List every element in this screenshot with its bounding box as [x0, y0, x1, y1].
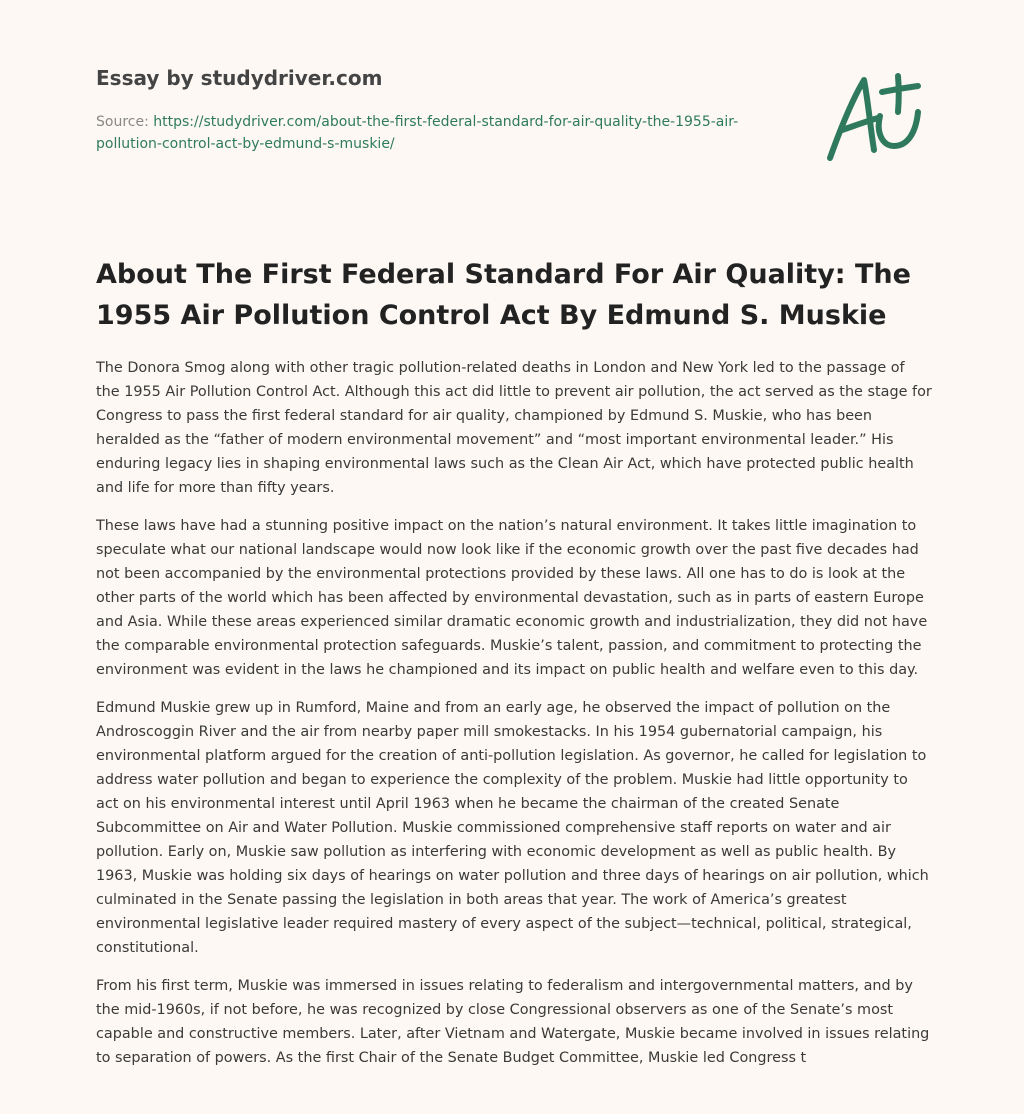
a-plus-logo-icon: [822, 70, 926, 164]
site-header: [96, 62, 796, 94]
paragraph: From his first term, Muskie was immersed in issues relating to federalism and intergovernmental matters, and by the mid-1960s, if not before, he was recognized by close Congressional observers as one of the Senate’s most capable and constructive members. Later, after Vietnam and Watergate, Muskie became involved in issues relating to separation of powers. As the first Chair of the Senate Budget Committee, Muskie led Congress t: [96, 978, 930, 1066]
source-label: Source:: [96, 114, 149, 130]
paragraph: These laws have had a stunning positive impact on the nation’s natural environment. It takes little imagination to speculate what our national landscape would now look like if the economic growth over the past five decades had not been accompanied by the environmental protections provided by these laws. All one has to do is look at the other parts of the world which has been affected by environmental devastation, such as in parts of eastern Europe and Asia. While these areas experienced similar dramatic economic growth and industrialization, they did not have the comparable environmental protection safeguards. Muskie’s talent, passion, and commitment to protecting the environment was evident in the laws he championed and its impact on public health and welfare even to this day.: [96, 518, 928, 678]
paragraph: The Donora Smog along with other tragic pollution-related deaths in London and New York led to the passage of the 1955 Air Pollution Control Act. Although this act did little to prevent air pollution, the act served as the stage for Congress to pass the first federal standard for air quality, championed by Edmund S. Muskie, who has been heralded as the “father of modern environmental movement” and “most important environmental leader.” His enduring legacy lies in shaping environmental laws such as the Clean Air Act, which have protected public health and life for more than fifty years.: [96, 360, 932, 496]
source-link[interactable]: https://studydriver.com/about-the-first-federal-standard-for-air-quality-the-1955-air-pollution-control-act-by-edmund-s-muskie/: [96, 114, 739, 152]
brand-title: Essay by studydriver.com: [96, 66, 383, 90]
paragraph: Edmund Muskie grew up in Rumford, Maine and from an early age, he observed the impact of pollution on the Androscoggin River and the air from nearby paper mill smokestacks. In his 1954 gubernatorial campaign, his environmental platform argued for the creation of anti-pollution legislation. As governor, he called for legislation to address water pollution and began to experience the complexity of the problem. Muskie had little opportunity to act on his environmental interest until April 1963 when he became the chairman of the created Senate Subcommittee on Air and Water Pollution. Muskie commissioned comprehensive staff reports on water and air pollution. Early on, Muskie saw pollution as interfering with economic development as well as public health. By 1963, Muskie was holding six days of hearings on water pollution and three days of hearings on air pollution, which culminated in the Senate passing the legislation in both areas that year. The work of America’s greatest environmental legislative leader required mastery of every aspect of the subject—technical, political, strategical, constitutional.: [96, 700, 929, 956]
article-body: [96, 356, 932, 1084]
source-line: [96, 111, 756, 155]
page-title: About The First Federal Standard For Air Quality: The 1955 Air Pollution Control Act By Edmund S. Muskie: [96, 259, 911, 331]
